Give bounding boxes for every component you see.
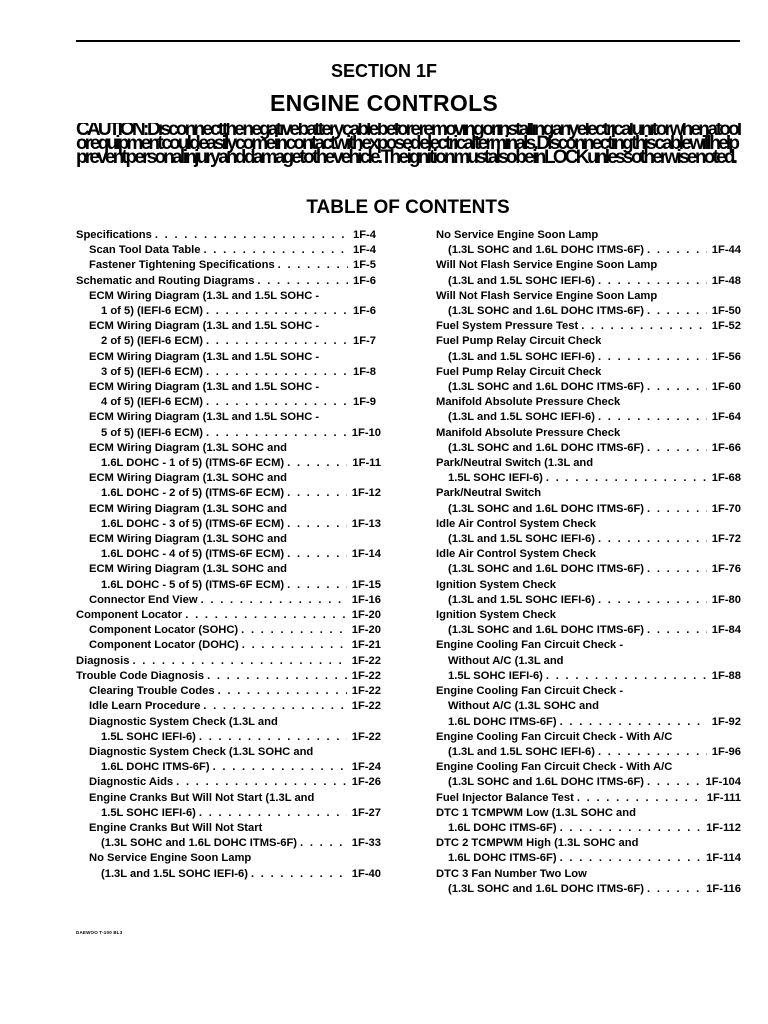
toc-entry[interactable]: [76, 623, 381, 638]
toc-entry-title: Diagnosis: [76, 654, 130, 667]
leader-dots: [155, 228, 348, 243]
toc-entry-title: (1.3L SOHC and 1.6L DOHC ITMS-6F): [448, 244, 645, 257]
toc-entry-title: 4 of 5) (IEFI-6 ECM): [101, 396, 203, 409]
toc-entry-title: ECM Wiring Diagram (1.3L and 1.5L SOHC -: [89, 320, 320, 333]
toc-entry-title: (1.3L and 1.5L SOHC IEFI-6): [448, 274, 595, 287]
toc-entry-title: Idle Air Control System Check: [436, 548, 596, 561]
leader-dots: [206, 365, 348, 380]
toc-entry-page: 1F-84: [711, 624, 741, 637]
toc-entry-title: 2 of 5) (IEFI-6 ECM): [101, 335, 203, 348]
leader-dots: [598, 350, 707, 365]
toc-entry[interactable]: [76, 638, 381, 653]
toc-entry-title: 1.6L DOHC - 5 of 5) (ITMS-6F ECM): [101, 578, 285, 591]
toc-entry[interactable]: [436, 638, 741, 684]
toc-entry-title: (1.3L and 1.5L SOHC IEFI-6): [101, 867, 248, 880]
leader-dots: [300, 836, 347, 851]
toc-entry-page: 1F-104: [705, 776, 741, 789]
toc-entry[interactable]: [76, 745, 381, 775]
toc-entry[interactable]: [76, 243, 381, 258]
toc-entry-page: 1F-6: [353, 305, 377, 318]
toc-entry-title: (1.3L and 1.5L SOHC IEFI-6): [448, 350, 595, 363]
toc-entry-title: ECM Wiring Diagram (1.3L SOHC and: [89, 472, 287, 485]
toc-right-column: [436, 228, 741, 897]
toc-entry-title: Idle Learn Procedure: [89, 700, 201, 713]
caution-note: CAUTION: Disconnect the negative battery cable before removing or installing any electrical unit or when a tool or equipment could easily come in contact with exposed electrical terminals. Disconnecting this cable will help prevent personal injury and damage to the vehicle. The ignition must also be in LOCK unless otherwise noted.: [76, 123, 740, 168]
toc-left-column: [76, 228, 381, 882]
leader-dots: [242, 638, 347, 653]
toc-entry-page: 1F-11: [352, 457, 381, 470]
toc-entry-title: (1.3L SOHC and 1.6L DOHC ITMS-6F): [448, 502, 645, 515]
leader-dots: [203, 699, 346, 714]
toc-entry[interactable]: [436, 791, 741, 806]
toc-entry-page: 1F-9: [353, 396, 377, 409]
toc-entry-page: 1F-13: [351, 517, 381, 530]
toc-entry-page: 1F-50: [711, 305, 741, 318]
toc-entry-title: Scan Tool Data Table: [89, 244, 201, 257]
leader-dots: [647, 882, 701, 897]
leader-dots: [176, 775, 347, 790]
toc-entry-title: Component Locator (DOHC): [89, 639, 239, 652]
leader-dots: [647, 441, 707, 456]
leader-dots: [206, 334, 348, 349]
toc-entry-title: 3 of 5) (IEFI-6 ECM): [101, 365, 203, 378]
toc-entry-page: 1F-21: [351, 639, 381, 652]
toc-entry-title: Fuel Injector Balance Test: [436, 791, 574, 804]
toc-entry-page: 1F-6: [353, 274, 377, 287]
toc-entry-title: Diagnostic Aids: [89, 776, 174, 789]
leader-dots: [251, 867, 347, 882]
leader-dots: [199, 730, 347, 745]
toc-entry-page: 1F-56: [711, 350, 741, 363]
toc-entry-page: 1F-15: [351, 578, 381, 591]
toc-entry-title: Ignition System Check: [436, 609, 556, 622]
leader-dots: [647, 304, 707, 319]
toc-entry[interactable]: [76, 289, 381, 319]
toc-entry[interactable]: [436, 228, 741, 258]
toc-entry-title: 1.5L SOHC IEFI-6): [101, 806, 196, 819]
toc-entry-title: (1.3L and 1.5L SOHC IEFI-6): [448, 593, 595, 606]
toc-entry[interactable]: [436, 365, 741, 395]
toc-entry-title: ECM Wiring Diagram (1.3L and 1.5L SOHC -: [89, 381, 320, 394]
chapter-title: ENGINE CONTROLS: [269, 90, 499, 116]
toc-entry[interactable]: [436, 760, 741, 790]
toc-entry-title: Idle Air Control System Check: [436, 517, 596, 530]
toc-entry-page: 1F-14: [351, 548, 381, 561]
toc-entry-title: Connector End View: [89, 593, 198, 606]
toc-entry-page: 1F-68: [711, 472, 741, 485]
toc-entry[interactable]: [436, 547, 741, 577]
leader-dots: [560, 715, 707, 730]
toc-entry-page: 1F-24: [351, 761, 381, 774]
toc-entry[interactable]: [76, 228, 381, 243]
toc-entry-title: ECM Wiring Diagram (1.3L SOHC and: [89, 441, 287, 454]
toc-entry[interactable]: [436, 289, 741, 319]
leader-dots: [598, 593, 707, 608]
leader-dots: [287, 517, 347, 532]
toc-entry-page: 1F-114: [706, 852, 741, 865]
toc-entry-title: 1.6L DOHC ITMS-6F): [101, 761, 210, 774]
toc-entry[interactable]: [436, 426, 741, 456]
toc-entry[interactable]: [76, 502, 381, 532]
toc-entry-page: 1F-5: [353, 259, 377, 272]
toc-entry-title: Manifold Absolute Pressure Check: [436, 396, 621, 409]
toc-entry-title: Clearing Trouble Codes: [89, 685, 215, 698]
leader-dots: [581, 319, 707, 334]
toc-entry-title: ECM Wiring Diagram (1.3L SOHC and: [89, 502, 287, 515]
toc-entry-title: Engine Cranks But Will Not Start (1.3L and: [89, 791, 315, 804]
leader-dots: [647, 775, 701, 790]
toc-entry-page: 1F-4: [353, 229, 377, 241]
leader-dots: [560, 821, 702, 836]
toc-entry[interactable]: [76, 684, 381, 699]
toc-entry[interactable]: [76, 654, 381, 669]
toc-entry[interactable]: [436, 836, 741, 866]
toc-entry-page: 1F-10: [351, 426, 381, 439]
toc-entry-page: 1F-112: [706, 821, 741, 834]
toc-entry[interactable]: [76, 699, 381, 714]
toc-entry-page: 1F-92: [711, 715, 741, 728]
toc-entry[interactable]: [76, 669, 381, 684]
leader-dots: [278, 258, 348, 273]
toc-entry[interactable]: [436, 517, 741, 547]
toc-entry[interactable]: [436, 486, 741, 516]
toc-entry-page: 1F-44: [711, 244, 741, 257]
toc-entry-title: 1.6L DOHC ITMS-6F): [448, 821, 557, 834]
toc-entry-page: 1F-8: [353, 365, 377, 378]
leader-dots: [598, 745, 707, 760]
toc-entry-title: ECM Wiring Diagram (1.3L and 1.5L SOHC -: [89, 350, 320, 363]
toc-entry-title: (1.3L SOHC and 1.6L DOHC ITMS-6F): [448, 882, 645, 895]
leader-dots: [598, 532, 707, 547]
toc-entry-page: 1F-16: [351, 593, 381, 606]
toc-entry-title: DTC 3 Fan Number Two Low: [436, 867, 587, 880]
toc-entry-page: 1F-88: [711, 669, 741, 682]
toc-entry-title: 1.6L DOHC ITMS-6F): [448, 715, 557, 728]
toc-entry-page: 1F-60: [711, 381, 741, 394]
toc-entry[interactable]: [76, 380, 381, 410]
toc-entry-page: 1F-4: [353, 244, 377, 257]
toc-entry[interactable]: [436, 578, 741, 608]
toc-entry-title: Engine Cooling Fan Circuit Check - With A/C: [436, 761, 673, 774]
toc-entry-page: 1F-64: [711, 411, 741, 424]
toc-entry-title: (1.3L SOHC and 1.6L DOHC ITMS-6F): [101, 837, 298, 850]
toc-entry-page: 1F-70: [711, 502, 741, 515]
toc-entry[interactable]: [436, 684, 741, 730]
toc-entry[interactable]: [76, 471, 381, 501]
toc-entry-title: No Service Engine Soon Lamp: [436, 229, 599, 241]
leader-dots: [218, 684, 347, 699]
toc-entry-title: Fuel System Pressure Test: [436, 320, 579, 333]
toc-entry-page: 1F-72: [711, 533, 741, 546]
footer-code: DAEWOO T-100 BL3: [76, 930, 123, 935]
toc-entry[interactable]: [76, 851, 381, 881]
toc-entry-title: 1.5L SOHC IEFI-6): [448, 472, 543, 485]
toc-entry-title: Park/Neutral Switch (1.3L and: [436, 457, 594, 470]
leader-dots: [647, 562, 707, 577]
toc-entry-title: (1.3L SOHC and 1.6L DOHC ITMS-6F): [448, 305, 645, 318]
toc-entry-title: Schematic and Routing Diagrams: [76, 274, 255, 287]
toc-entry[interactable]: [76, 258, 381, 273]
toc-entry[interactable]: [76, 775, 381, 790]
toc-entry-title: (1.3L SOHC and 1.6L DOHC ITMS-6F): [448, 624, 645, 637]
toc-entry[interactable]: [76, 532, 381, 562]
toc-entry-title: Engine Cranks But Will Not Start: [89, 821, 263, 834]
toc-entry-title: (1.3L SOHC and 1.6L DOHC ITMS-6F): [448, 563, 645, 576]
toc-entry-title: Without A/C (1.3L SOHC and: [448, 700, 599, 713]
toc-entry[interactable]: [76, 319, 381, 349]
toc-entry-title: Component Locator (SOHC): [89, 624, 239, 637]
toc-entry-title: Fuel Pump Relay Circuit Check: [436, 365, 602, 378]
leader-dots: [207, 669, 347, 684]
leader-dots: [199, 806, 347, 821]
toc-entry-title: Specifications: [76, 229, 152, 241]
leader-dots: [206, 304, 348, 319]
leader-dots: [206, 395, 348, 410]
toc-entry-title: Engine Cooling Fan Circuit Check -: [436, 639, 624, 652]
toc-entry-title: (1.3L and 1.5L SOHC IEFI-6): [448, 411, 595, 424]
toc-entry-title: No Service Engine Soon Lamp: [89, 852, 252, 865]
leader-dots: [647, 623, 707, 638]
toc-entry-page: 1F-20: [351, 624, 381, 637]
toc-entry-page: 1F-96: [711, 745, 741, 758]
leader-dots: [647, 502, 707, 517]
toc-entry-page: 1F-22: [351, 730, 381, 743]
toc-entry[interactable]: [436, 395, 741, 425]
toc-entry-title: Will Not Flash Service Engine Soon Lamp: [436, 289, 658, 302]
toc-entry[interactable]: [436, 258, 741, 288]
toc-entry-title: 1.5L SOHC IEFI-6): [101, 730, 196, 743]
toc-entry-page: 1F-27: [351, 806, 381, 819]
leader-dots: [185, 608, 346, 623]
toc-entry-page: 1F-12: [351, 487, 381, 500]
toc-entry-title: 1.5L SOHC IEFI-6): [448, 669, 543, 682]
toc-entry-page: 1F-66: [711, 441, 741, 454]
toc-entry-title: (1.3L and 1.5L SOHC IEFI-6): [448, 533, 595, 546]
toc-entry-title: 1.6L DOHC - 1 of 5) (ITMS-6F ECM): [101, 457, 285, 470]
toc-entry-title: Diagnostic System Check (1.3L SOHC and: [89, 745, 314, 758]
top-rule: [76, 40, 740, 42]
toc-entry-page: 1F-111: [706, 791, 741, 804]
toc-entry-title: DTC 1 TCMPWM Low (1.3L SOHC and: [436, 806, 636, 819]
toc-entry-page: 1F-20: [351, 609, 381, 622]
leader-dots: [546, 669, 707, 684]
leader-dots: [201, 593, 347, 608]
leader-dots: [257, 274, 348, 289]
leader-dots: [647, 243, 707, 258]
toc-entry-page: 1F-26: [351, 776, 381, 789]
toc-entry[interactable]: [76, 562, 381, 592]
toc-entry[interactable]: [76, 791, 381, 821]
toc-entry-page: 1F-22: [351, 685, 381, 698]
leader-dots: [598, 410, 707, 425]
toc-entry-title: Engine Cooling Fan Circuit Check -: [436, 685, 624, 698]
toc-entry-page: 1F-76: [711, 563, 741, 576]
toc-entry[interactable]: [76, 441, 381, 471]
toc-entry-title: 1.6L DOHC - 2 of 5) (ITMS-6F ECM): [101, 487, 285, 500]
leader-dots: [287, 578, 347, 593]
leader-dots: [647, 380, 707, 395]
toc-entry-page: 1F-22: [351, 654, 381, 667]
toc-entry[interactable]: [76, 821, 381, 851]
leader-dots: [577, 791, 702, 806]
toc-entry-title: 1.6L DOHC ITMS-6F): [448, 852, 557, 865]
toc-entry[interactable]: [436, 608, 741, 638]
toc-entry-page: 1F-22: [351, 669, 381, 682]
toc-entry-title: 5 of 5) (IEFI-6 ECM): [101, 426, 203, 439]
toc-entry-page: 1F-33: [351, 837, 381, 850]
leader-dots: [132, 654, 346, 669]
toc-entry-title: DTC 2 TCMPWM High (1.3L SOHC and: [436, 837, 639, 850]
leader-dots: [287, 486, 347, 501]
toc-entry-title: (1.3L SOHC and 1.6L DOHC ITMS-6F): [448, 441, 645, 454]
leader-dots: [206, 426, 347, 441]
toc-entry-title: 1.6L DOHC - 3 of 5) (ITMS-6F ECM): [101, 517, 285, 530]
leader-dots: [598, 274, 707, 289]
toc-entry[interactable]: [436, 334, 741, 364]
toc-entry[interactable]: [436, 867, 741, 897]
toc-entry-title: Component Locator: [76, 609, 183, 622]
leader-dots: [203, 243, 348, 258]
toc-entry[interactable]: [436, 319, 741, 334]
toc-entry[interactable]: [436, 806, 741, 836]
leader-dots: [213, 760, 347, 775]
toc-title: TABLE OF CONTENTS: [306, 197, 510, 218]
toc-entry-title: Engine Cooling Fan Circuit Check - With A/C: [436, 730, 673, 743]
toc-entry-title: (1.3L and 1.5L SOHC IEFI-6): [448, 745, 595, 758]
toc-entry[interactable]: [76, 715, 381, 745]
toc-entry-title: Diagnostic System Check (1.3L and: [89, 715, 278, 728]
toc-entry-title: (1.3L SOHC and 1.6L DOHC ITMS-6F): [448, 776, 645, 789]
toc-entry-page: 1F-7: [353, 335, 377, 348]
toc-entry[interactable]: [76, 608, 381, 623]
toc-entry-page: 1F-116: [706, 882, 741, 895]
toc-entry[interactable]: [76, 593, 381, 608]
toc-entry-title: Will Not Flash Service Engine Soon Lamp: [436, 259, 658, 272]
section-number: SECTION 1F: [330, 61, 437, 81]
toc-entry-title: (1.3L SOHC and 1.6L DOHC ITMS-6F): [448, 381, 645, 394]
toc-entry-title: ECM Wiring Diagram (1.3L and 1.5L SOHC -: [89, 411, 320, 424]
toc-entry-title: 1.6L DOHC - 4 of 5) (ITMS-6F ECM): [101, 548, 285, 561]
toc-entry-title: Park/Neutral Switch: [436, 487, 542, 500]
toc-entry-page: 1F-52: [711, 320, 741, 333]
toc-entry-title: Without A/C (1.3L and: [448, 654, 564, 667]
leader-dots: [560, 851, 702, 866]
toc-entry-title: ECM Wiring Diagram (1.3L SOHC and: [89, 533, 287, 546]
toc-entry[interactable]: [436, 456, 741, 486]
toc-entry-page: 1F-22: [351, 700, 381, 713]
toc-entry-page: 1F-40: [351, 867, 381, 880]
toc-entry[interactable]: [76, 410, 381, 440]
toc-entry[interactable]: [76, 274, 381, 289]
toc-entry[interactable]: [76, 350, 381, 380]
leader-dots: [546, 471, 707, 486]
leader-dots: [287, 547, 347, 562]
toc-entry-title: ECM Wiring Diagram (1.3L and 1.5L SOHC -: [89, 289, 320, 302]
toc-entry-title: Fuel Pump Relay Circuit Check: [436, 335, 602, 348]
toc-entry-title: Fastener Tightening Specifications: [89, 259, 275, 272]
toc-entry-page: 1F-48: [711, 274, 741, 287]
toc-entry-title: Ignition System Check: [436, 578, 556, 591]
toc-entry-page: 1F-80: [711, 593, 741, 606]
toc-entry-title: ECM Wiring Diagram (1.3L SOHC and: [89, 563, 287, 576]
toc-entry-title: Manifold Absolute Pressure Check: [436, 426, 621, 439]
toc-entry-title: 1 of 5) (IEFI-6 ECM): [101, 305, 203, 318]
toc-entry-title: Trouble Code Diagnosis: [76, 669, 205, 682]
leader-dots: [287, 456, 347, 471]
leader-dots: [241, 623, 347, 638]
toc-entry[interactable]: [436, 730, 741, 760]
